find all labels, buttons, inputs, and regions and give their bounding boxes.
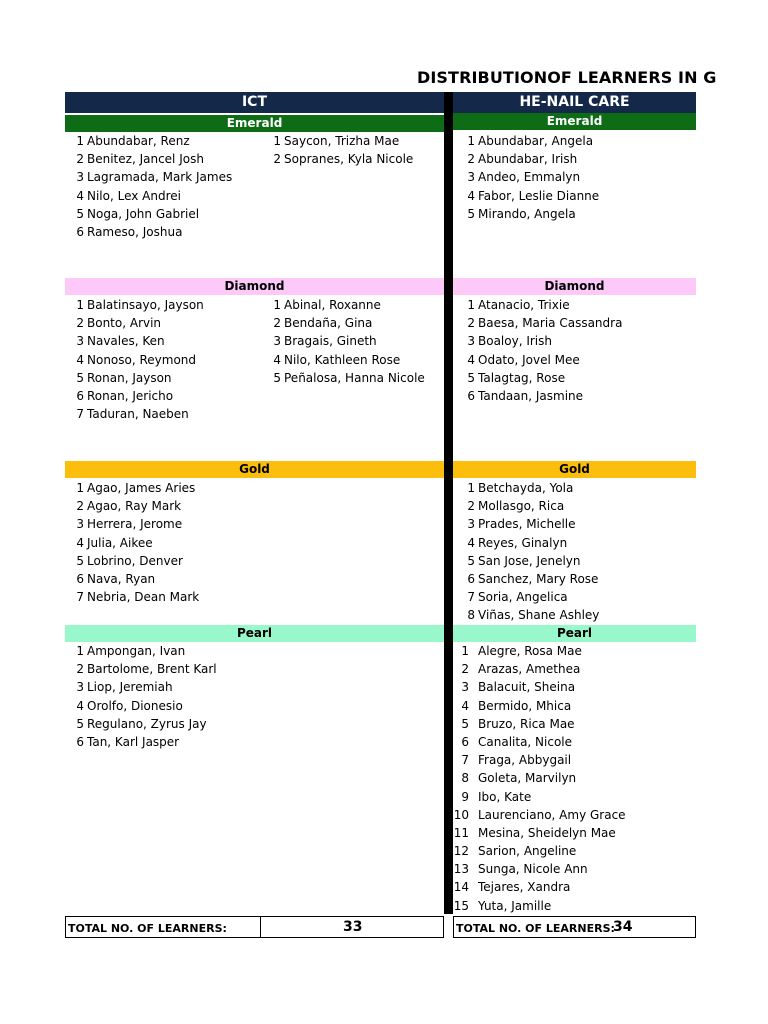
list-item-name: Soria, Angelica: [478, 590, 568, 605]
list-item-number: 3: [461, 680, 469, 695]
list-item: [76, 497, 199, 515]
list-item: [467, 588, 599, 606]
he-total-label: TOTAL NO. OF LEARNERS:: [456, 922, 615, 935]
list-item-number: 7: [461, 753, 469, 768]
list-item-name: Balatinsayo, Jayson: [87, 298, 204, 312]
list-item-number: 4: [76, 352, 84, 367]
page-title: DISTRIBUTIONOF LEARNERS IN G: [417, 68, 717, 87]
list-item-number: 4: [76, 698, 84, 713]
list-item-number: 6: [467, 388, 475, 403]
list-item-name: Saycon, Trizha Mae: [284, 134, 400, 148]
list-item-number: 2: [467, 152, 475, 167]
list-item: [76, 697, 217, 715]
list-item-number: 1: [467, 481, 475, 495]
list-item-number: 3: [76, 170, 84, 185]
list-item-number: 5: [461, 716, 469, 731]
list-item-name: Arazas, Amethea: [478, 662, 581, 677]
list-item: [76, 150, 232, 168]
list-item-number: 1: [273, 134, 281, 148]
list-item: [453, 842, 626, 860]
list-item-name: Abundabar, Angela: [478, 134, 594, 148]
list-item-number: 5: [273, 370, 281, 385]
list-item-name: Nebria, Dean Mark: [87, 590, 200, 605]
column-divider: [444, 92, 453, 914]
list-item: [461, 678, 626, 696]
list-item-name: Ronan, Jericho: [87, 388, 174, 403]
list-item-name: Bonto, Arvin: [87, 316, 162, 331]
list-item-number: 4: [467, 535, 475, 550]
list-item-name: Peñalosa, Hanna Nicole: [284, 370, 425, 385]
list-item-number: 1: [273, 298, 281, 312]
list-item: [453, 860, 626, 878]
list-item-name: Mesina, Sheidelyn Mae: [478, 825, 616, 840]
list-item-name: Balacuit, Sheina: [478, 680, 576, 695]
list-item-number: 5: [467, 206, 475, 221]
list-item-number: 1: [467, 134, 475, 148]
ict-gold-list: [76, 479, 200, 606]
list-item: [461, 751, 626, 769]
list-item-name: Tan, Karl Jasper: [87, 734, 180, 749]
ict-total-cell-border: [260, 916, 261, 938]
list-item: [76, 715, 217, 733]
list-item-name: Rameso, Joshua: [87, 224, 183, 239]
list-item-number: 6: [76, 388, 84, 403]
list-item-name: Ampongan, Ivan: [87, 644, 186, 658]
list-item: [273, 332, 425, 350]
list-item-name: Betchayda, Yola: [478, 481, 574, 495]
list-item-number: 3: [76, 517, 84, 532]
list-item: [467, 570, 599, 588]
list-item: [467, 515, 599, 533]
list-item-name: Agao, James Aries: [87, 481, 196, 495]
list-item: [76, 642, 217, 660]
list-item-name: Talagtag, Rose: [478, 370, 566, 385]
list-item-number: 1: [76, 644, 84, 658]
list-item-name: Prades, Michelle: [478, 517, 576, 532]
list-item-number: 6: [467, 571, 475, 586]
list-item-number: 4: [467, 188, 475, 203]
list-item-number: 7: [76, 590, 84, 605]
list-item-number: 2: [76, 316, 84, 331]
list-item-name: Tejares, Xandra: [478, 880, 571, 895]
list-item-number: 7: [76, 407, 84, 422]
list-item-name: Regulano, Zyrus Jay: [87, 716, 207, 731]
ict-emerald-girls-list: [273, 132, 414, 168]
list-item: [76, 387, 204, 405]
list-item-number: 4: [76, 188, 84, 203]
list-item-name: Baesa, Maria Cassandra: [478, 316, 623, 331]
list-item-name: Orolfo, Dionesio: [87, 698, 183, 713]
list-item-name: Fraga, Abbygail: [478, 753, 572, 768]
list-item: [76, 314, 204, 332]
list-item-number: 5: [467, 553, 475, 568]
list-item: [461, 697, 626, 715]
list-item-number: 5: [76, 553, 84, 568]
ict-diamond-boys-list: [76, 296, 204, 423]
list-item: [76, 351, 204, 369]
list-item-name: Goleta, Marvilyn: [478, 771, 577, 786]
list-item: [76, 678, 217, 696]
he-total-value: 34: [613, 919, 633, 935]
list-item: [76, 588, 200, 606]
list-item-name: Bendaña, Gina: [284, 316, 373, 331]
list-item-name: Noga, John Gabriel: [87, 206, 200, 221]
list-item-number: 1: [76, 298, 84, 312]
list-item-number: 1: [76, 481, 84, 495]
list-item-name: Ibo, Kate: [478, 789, 532, 804]
list-item: [461, 642, 626, 660]
list-item: [273, 351, 425, 369]
he-total-row: [453, 916, 696, 938]
he-emerald-bar: Emerald: [453, 113, 696, 130]
ict-pearl-bar: Pearl: [65, 625, 444, 642]
list-item-name: Navales, Ken: [87, 334, 165, 349]
list-item-name: Lagramada, Mark James: [87, 170, 233, 185]
list-item-name: Lobrino, Denver: [87, 553, 183, 568]
list-item-name: Agao, Ray Mark: [87, 499, 182, 514]
list-item: [76, 405, 204, 423]
list-item: [461, 660, 626, 678]
list-item-number: 8: [467, 608, 475, 623]
list-item-name: Sanchez, Mary Rose: [478, 571, 599, 586]
list-item: [76, 733, 217, 751]
list-item: [76, 296, 204, 314]
list-item: [461, 788, 626, 806]
list-item: [467, 296, 622, 314]
list-item-name: Benitez, Jancel Josh: [87, 152, 204, 167]
list-item: [467, 187, 600, 205]
list-item: [467, 479, 599, 497]
list-item-name: Canalita, Nicole: [478, 734, 573, 749]
he-pearl-list: [453, 642, 626, 915]
list-item: [467, 332, 622, 350]
list-item-number: 6: [461, 734, 469, 749]
list-item: [76, 168, 233, 186]
list-item-number: 5: [467, 370, 475, 385]
list-item-name: Atanacio, Trixie: [478, 298, 570, 312]
list-item-number: 2: [76, 152, 84, 167]
ict-gold-bar: Gold: [65, 461, 444, 478]
list-item-number: 15: [453, 898, 469, 913]
ict-total-row: [65, 916, 444, 938]
list-item-name: Mollasgo, Rica: [478, 499, 565, 514]
list-item: [467, 387, 622, 405]
list-item: [467, 534, 599, 552]
list-item: [453, 897, 626, 915]
ict-diamond-girls-list: [273, 296, 425, 387]
list-item: [76, 552, 199, 570]
list-item-name: Abundabar, Renz: [87, 134, 190, 148]
list-item: [453, 806, 626, 824]
list-item: [76, 132, 232, 150]
list-item: [461, 769, 626, 787]
list-item-number: 2: [273, 316, 281, 331]
list-item-name: Abundabar, Irish: [478, 152, 578, 167]
list-item-name: Bartolome, Brent Karl: [87, 662, 217, 677]
he-gold-list: [467, 479, 600, 625]
list-item-name: Boaloy, Irish: [478, 334, 552, 349]
list-item: [467, 351, 622, 369]
list-item: [273, 369, 425, 387]
list-item: [467, 606, 600, 624]
list-item-name: Viñas, Shane Ashley: [478, 608, 600, 623]
list-item-number: 2: [76, 662, 84, 677]
ict-emerald-bar: Emerald: [65, 115, 444, 132]
list-item-number: 3: [467, 170, 475, 185]
list-item-name: Bruzo, Rica Mae: [478, 716, 575, 731]
list-item-name: Mirando, Angela: [478, 206, 576, 221]
he-diamond-list: [467, 296, 623, 405]
list-item-name: Alegre, Rosa Mae: [478, 644, 582, 658]
list-item-name: Reyes, Ginalyn: [478, 535, 568, 550]
list-item-number: 8: [461, 771, 469, 786]
ict-total-label: TOTAL NO. OF LEARNERS:: [68, 922, 227, 935]
list-item: [461, 733, 626, 751]
ict-emerald-boys-list: [76, 132, 233, 241]
list-item: [273, 314, 425, 332]
list-item: [273, 296, 425, 314]
list-item-name: Ronan, Jayson: [87, 370, 172, 385]
list-item-name: Nilo, Lex Andrei: [87, 188, 181, 203]
list-item-name: Julia, Aikee: [87, 535, 153, 550]
list-item-number: 6: [76, 224, 84, 239]
list-item-number: 5: [76, 716, 84, 731]
list-item-number: 7: [467, 590, 475, 605]
list-item: [453, 878, 626, 896]
list-item-number: 14: [453, 880, 469, 895]
list-item-name: Nonoso, Reymond: [87, 352, 197, 367]
list-item-name: Bermido, Mhica: [478, 698, 572, 713]
list-item-name: Fabor, Leslie Dianne: [478, 188, 600, 203]
he-diamond-bar: Diamond: [453, 278, 696, 295]
list-item-number: 6: [76, 571, 84, 586]
list-item-name: Andeo, Emmalyn: [478, 170, 581, 185]
list-item-number: 3: [273, 334, 281, 349]
list-item-name: Nava, Ryan: [87, 571, 156, 586]
list-item-number: 4: [461, 698, 469, 713]
list-item: [76, 479, 199, 497]
list-item-number: 13: [453, 862, 469, 877]
list-item-number: 2: [467, 316, 475, 331]
list-item-name: Laurenciano, Amy Grace: [478, 807, 626, 822]
list-item-name: Abinal, Roxanne: [284, 298, 381, 312]
list-item: [467, 205, 599, 223]
list-item: [76, 660, 217, 678]
list-item: [76, 534, 199, 552]
list-item: [467, 314, 623, 332]
list-item: [461, 715, 626, 733]
list-item-name: Herrera, Jerome: [87, 517, 183, 532]
list-item: [467, 168, 599, 186]
list-item-number: 5: [76, 206, 84, 221]
list-item: [467, 132, 599, 150]
list-item-number: 10: [453, 807, 469, 822]
list-item-name: Sunga, Nicole Ann: [478, 862, 588, 877]
list-item: [76, 515, 199, 533]
list-item: [273, 150, 414, 168]
list-item-name: Sarion, Angeline: [478, 844, 577, 859]
ict-diamond-bar: Diamond: [65, 278, 444, 295]
he-header: HE-NAIL CARE: [453, 92, 696, 113]
list-item-name: Taduran, Naeben: [87, 407, 189, 422]
list-item-number: 1: [461, 644, 469, 658]
list-item: [467, 150, 599, 168]
list-item-number: 1: [467, 298, 475, 312]
list-item-name: Bragais, Gineth: [284, 334, 377, 349]
list-item: [76, 223, 232, 241]
list-item-name: Nilo, Kathleen Rose: [284, 352, 401, 367]
list-item: [467, 497, 599, 515]
list-item-name: Tandaan, Jasmine: [478, 388, 584, 403]
list-item-name: Liop, Jeremiah: [87, 680, 173, 695]
list-item-number: 4: [467, 352, 475, 367]
list-item: [76, 369, 204, 387]
list-item-number: 3: [76, 334, 84, 349]
list-item: [76, 205, 232, 223]
he-pearl-bar: Pearl: [453, 625, 696, 642]
he-gold-bar: Gold: [453, 461, 696, 478]
list-item-number: 3: [467, 517, 475, 532]
list-item-name: Odato, Jovel Mee: [478, 352, 580, 367]
ict-total-value: 33: [343, 919, 363, 935]
list-item-number: 2: [461, 662, 469, 677]
list-item-number: 4: [76, 535, 84, 550]
list-item-number: 3: [76, 680, 84, 695]
list-item-name: Yuta, Jamille: [478, 898, 552, 913]
list-item-number: 6: [76, 734, 84, 749]
list-item-name: San Jose, Jenelyn: [478, 553, 581, 568]
list-item-number: 5: [76, 370, 84, 385]
list-item-name: Sopranes, Kyla Nicole: [284, 152, 414, 167]
list-item: [76, 332, 204, 350]
list-item-number: 9: [461, 789, 469, 804]
list-item-number: 3: [467, 334, 475, 349]
list-item: [467, 552, 599, 570]
list-item-number: 2: [273, 152, 281, 167]
list-item-number: 12: [453, 844, 469, 859]
ict-pearl-list: [76, 642, 217, 751]
list-item: [76, 187, 232, 205]
list-item: [273, 132, 413, 150]
list-item-number: 11: [453, 825, 469, 840]
list-item: [453, 824, 626, 842]
list-item: [467, 369, 622, 387]
he-emerald-list: [467, 132, 600, 223]
list-item-number: 2: [467, 499, 475, 514]
ict-header: ICT: [65, 92, 444, 113]
list-item-number: 1: [76, 134, 84, 148]
list-item-number: 4: [273, 352, 281, 367]
list-item: [76, 570, 199, 588]
list-item-number: 2: [76, 499, 84, 514]
